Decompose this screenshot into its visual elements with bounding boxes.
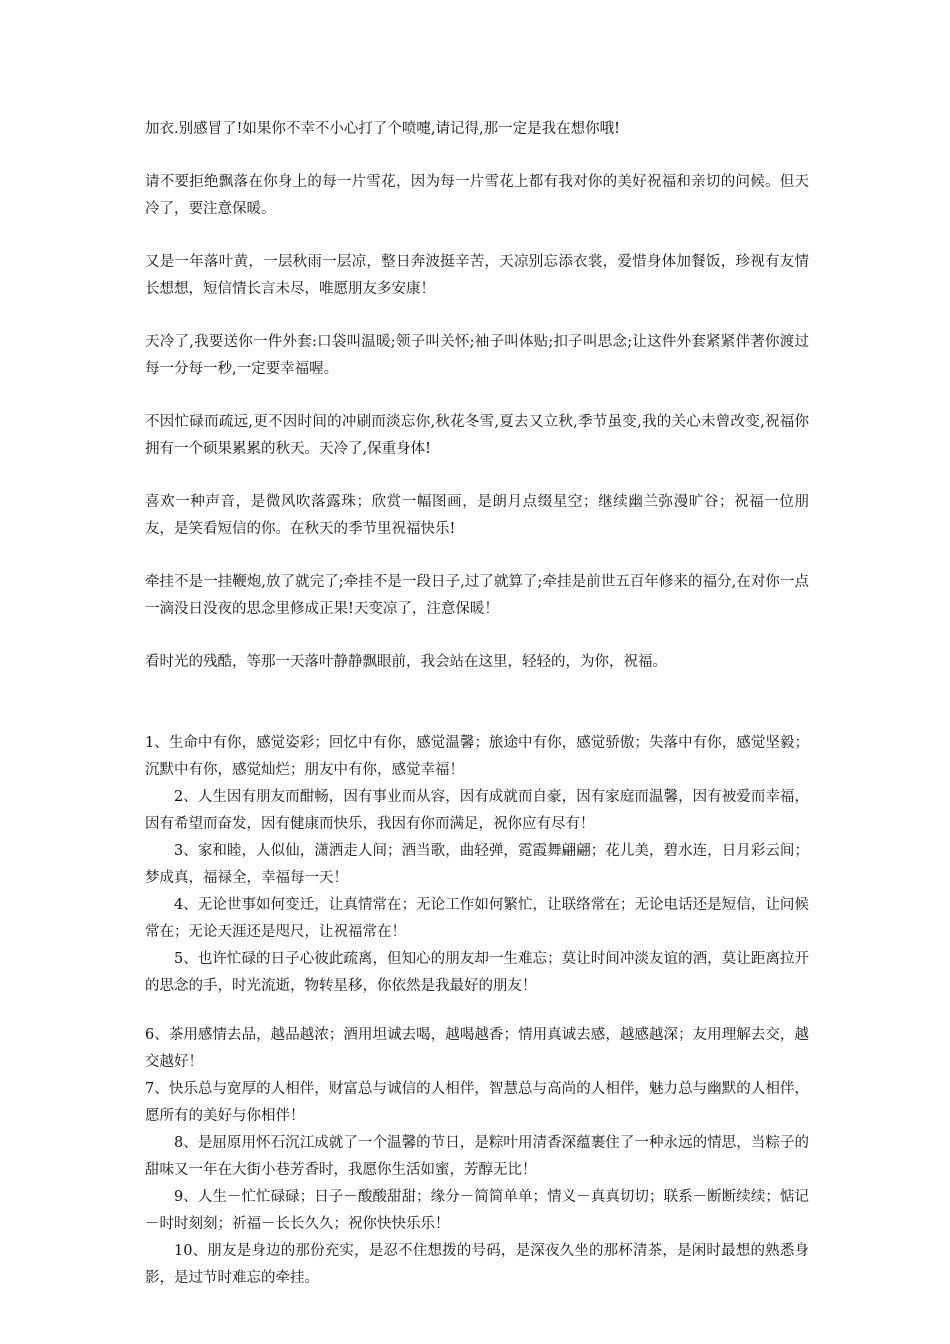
spacer — [145, 702, 809, 730]
blessing-list-1 — [145, 730, 809, 1000]
paragraph: 又是一年落叶黄，一层秋雨一层凉，整日奔波挺辛苦，天凉别忘添衣裳，爱惜身体加餐饭，珍视有友情长想想，短信情长言未尽，唯愿朋友多安康！ — [145, 254, 809, 297]
paragraph: 看时光的残酷，等那一天落叶静静飘眼前，我会站在这里，轻轻的，为你，祝福。 — [145, 654, 667, 670]
paragraph: 牵挂不是一挂鞭炮,放了就完了;牵挂不是一段日子,过了就算了;牵挂是前世五百年修来的福分,在对你一点一滴没日没夜的思念里修成正果!天变凉了，注意保暖！ — [145, 574, 809, 617]
paragraph: 加衣.别感冒了!如果你不幸不小心打了个喷嚏,请记得,那一定是我在想你哦! — [145, 121, 620, 137]
list-item: 9、人生－忙忙碌碌；日子－酸酸甜甜；缘分－简简单单；情义－真真切切；联系－断断续续；惦记－时时刻刻；祈福－长长久久；祝你快快乐乐！ — [145, 1189, 809, 1232]
blessing-list-2 — [145, 1022, 809, 1292]
paragraph: 天冷了,我要送你一件外套:口袋叫温暖;领子叫关怀;袖子叫体贴;扣子叫思念;让这件外套紧紧伴著你渡过每一分每一秒,一定要幸福喔。 — [145, 334, 809, 377]
spacer — [145, 1000, 809, 1022]
paragraph: 喜欢一种声音，是微风吹落露珠；欣赏一幅图画，是朗月点缀星空；继续幽兰弥漫旷谷；祝福一位朋友，是笑看短信的你。在秋天的季节里祝福快乐! — [145, 494, 809, 537]
list-item: 10、朋友是身边的那份充实，是忍不住想拨的号码，是深夜久坐的那杯清茶，是闲时最想的熟悉身影，是过节时难忘的牵挂。 — [145, 1243, 809, 1286]
list-item: 2、人生因有朋友而酣畅，因有事业而从容，因有成就而自豪，因有家庭而温馨，因有被爱而幸福，因有希望而奋发，因有健康而快乐，我因有你而满足，祝你应有尽有！ — [145, 789, 809, 832]
document-body — [145, 116, 809, 1292]
paragraph: 不因忙碌而疏远,更不因时间的冲刷而淡忘你,秋花冬雪,夏去又立秋,季节虽变,我的关心未曾改变,祝福你拥有一个硕果累累的秋天。天冷了,保重身体! — [145, 414, 809, 457]
list-item: 3、家和睦，人似仙，潇洒走人间；酒当歌，曲轻弹，霓霞舞翩翩；花儿美，碧水连，日月彩云间；梦成真，福禄全，幸福每一天！ — [145, 843, 809, 886]
list-item: 7、快乐总与宽厚的人相伴，财富总与诚信的人相伴，智慧总与高尚的人相伴，魅力总与幽默的人相伴，愿所有的美好与你相伴！ — [145, 1081, 809, 1124]
list-item: 4、无论世事如何变迁，让真情常在；无论工作如何繁忙，让联络常在；无论电话还是短信，让问候常在；无论天涯还是咫尺，让祝福常在！ — [145, 897, 809, 940]
list-item: 5、也许忙碌的日子心彼此疏离，但知心的朋友却一生难忘；莫让时间冲淡友谊的酒，莫让距离拉开的思念的手，时光流逝，物转星移，你依然是我最好的朋友！ — [145, 951, 809, 994]
list-item: 6、茶用感情去品，越品越浓；酒用坦诚去喝，越喝越香；情用真诚去感，越感越深；友用理解去交，越交越好！ — [145, 1027, 809, 1070]
paragraph: 请不要拒绝飘落在你身上的每一片雪花，因为每一片雪花上都有我对你的美好祝福和亲切的问候。但天冷了，要注意保暖。 — [145, 174, 809, 217]
list-item: 8、是屈原用怀石沉江成就了一个温馨的节日，是粽叶用清香深蕴裹住了一种永远的情思，当粽子的甜味又一年在大街小巷芳香时，我愿你生活如蜜，芳醇无比！ — [145, 1135, 809, 1178]
list-item: 1、生命中有你，感觉姿彩；回忆中有你，感觉温馨；旅途中有你，感觉骄傲；失落中有你，感觉坚毅；沉默中有你，感觉灿烂；朋友中有你，感觉幸福！ — [145, 735, 809, 778]
